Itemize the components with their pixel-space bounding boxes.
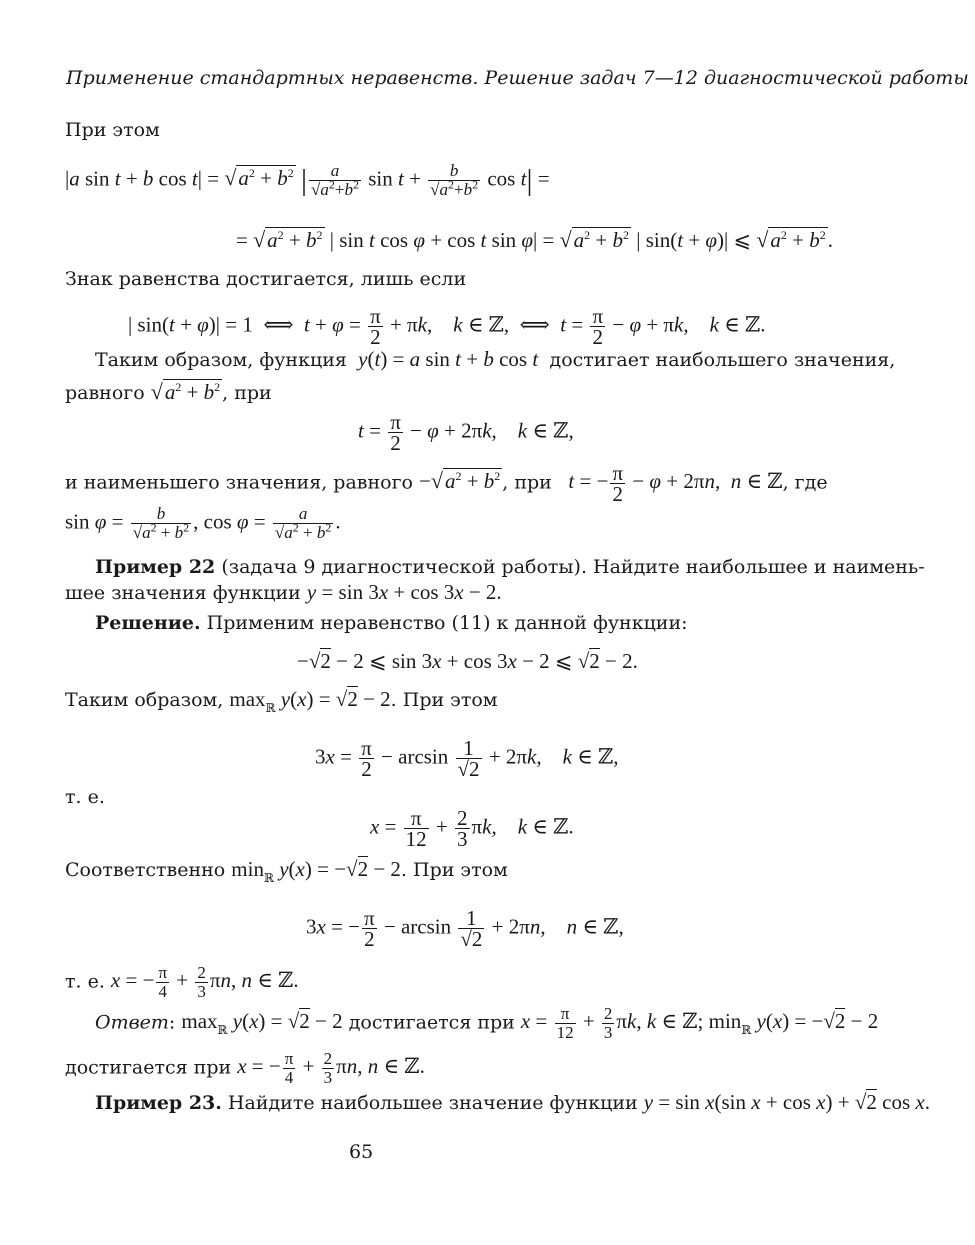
example22-label: Пример 22 bbox=[95, 556, 216, 578]
paragraph-takim-line1: Таким образом, функция y(t) = a sin t + b cos t достигает наибольшего значения, bbox=[95, 347, 896, 371]
pri-text: , при bbox=[222, 382, 272, 404]
ravnogo-text: равного bbox=[65, 382, 145, 404]
paragraph-max: Таким образом, $\max_ℝ y(x) = √2 - 2$. При этом bbox=[65, 687, 498, 715]
dostig-pri2-text: достигается при bbox=[65, 1056, 232, 1079]
gde-text: , где bbox=[782, 471, 828, 494]
page-number: 65 bbox=[349, 1141, 374, 1163]
formula-sin-cos-phi: sin φ = $\frac{b}{√a^2 + b^2}$ , cos φ = $\frac{a}{√a^2 + b^2}$ . bbox=[65, 504, 341, 542]
takim-text: Таким образом, функция bbox=[95, 349, 347, 371]
formula-equality-condition: | sin(t + φ)| = 1 ⟺ t + φ = $\frac{\pi}{2}$ + πk, k ∈ ℤ, ⟺ t = $\frac{\pi}{2}$ − φ + πk, k ∈ ℤ. bbox=[128, 304, 766, 349]
running-header: Применение стандартных неравенств. Решение задач 7—12 диагностической работы bbox=[66, 67, 969, 89]
naimen-text: и наименьшего значения, равного bbox=[65, 471, 413, 494]
solution-text: Применим неравенство (11) к данной функции: bbox=[206, 612, 688, 634]
formula-x-max: x = $\frac{\pi}{12}$ + $\frac{2}{3}$ πk, k ∈ ℤ. bbox=[370, 806, 574, 851]
paragraph-naimen-line1: и наименьшего значения, равного $-√a^2 + b^2$ , при t = − $\frac{\pi}{2}$ − φ + 2πn, n ∈ ℤ, где bbox=[65, 461, 828, 506]
example22-line1 bbox=[95, 555, 925, 579]
pri-etom3-text: . При этом bbox=[400, 859, 508, 881]
formula-inequality: −√2 − 2 ⩽ sin 3x + cos 3x − 2 ⩽ √2 − 2. bbox=[297, 649, 638, 673]
example23-line: Пример 23. Найдите наибольшее значение функции y = sin x(sin x + cos x) + √2 cos x. bbox=[95, 1090, 930, 1114]
paragraph-min: Соответственно $\min_ℝ y(x) = -√2 - 2$. При этом bbox=[65, 857, 508, 885]
formula-3x-min: 3x = − $\frac{\pi}{2}$ − arcsin $\frac{1}{√2}$ + 2πn, n ∈ ℤ, bbox=[306, 906, 624, 951]
paragraph-znak: Знак равенства достигается, лишь если bbox=[65, 268, 467, 290]
te2-text: т. е. bbox=[65, 970, 105, 993]
solution-label: Решение. bbox=[95, 612, 201, 634]
paragraph-pri-etom: При этом bbox=[65, 119, 160, 141]
takim2-text: Таким образом, bbox=[65, 689, 224, 711]
example22-line2: шее значения функции y = sin 3x + cos 3x − 2. bbox=[65, 580, 502, 604]
example22-paren: (задача 9 диагностической работы). bbox=[221, 556, 587, 578]
formula-3x-max: 3x = $\frac{\pi}{2}$ − arcsin $\frac{1}{√2}$ + 2πk, k ∈ ℤ, bbox=[315, 736, 619, 781]
answer-line1: Ответ: $\max_ℝ y(x) = √2 - 2$ достигается при x = $\frac{\pi}{12}$ + $\frac{2}{3}$ πk, k ∈ ℤ; $\min_ℝ y(x) = -√2 - 2$ bbox=[95, 1004, 879, 1042]
paragraph-x-min: т. е. x = − $\frac{\pi}{4}$ + $\frac{2}{3}$ πn, n ∈ ℤ. bbox=[65, 963, 299, 1001]
paragraph-takim-line2: равного $√a^2 + b^2$ , при bbox=[65, 379, 272, 404]
te1-text: т. е. bbox=[65, 786, 105, 808]
example22-task: Найдите наибольшее и наимень- bbox=[593, 556, 925, 578]
formula-sin-sum: = $√a^2 + b^2$ | sin t cos φ + cos t $\sin \varphi| = √a^2 + b^2$ | sin(t + φ)| ⩽ $√a^2 + b^2$. bbox=[236, 227, 834, 252]
dostig-pri-text: достигается при bbox=[348, 1011, 515, 1034]
example23-label: Пример 23. bbox=[95, 1092, 222, 1114]
formula-t-max: t = $\frac{\pi}{2}$ − φ + 2πk, k ∈ ℤ, bbox=[358, 410, 574, 455]
dostigaet-text: достигает наибольшего значения, bbox=[549, 349, 896, 371]
example23-text: Найдите наибольшее значение функции bbox=[227, 1092, 638, 1114]
solution-line bbox=[95, 611, 688, 635]
pri-etom2-text: . При этом bbox=[390, 689, 498, 711]
formula-abs-sum: |a sin t + b $\cos t| = √a^2 + b^2$ | $\frac{a}{√a^2+b^2}$ sin t + $\frac{b}{√a^2+b^2}$ cos t| = bbox=[65, 161, 550, 199]
answer-label: Ответ bbox=[95, 1011, 169, 1034]
sootv-text: Соответственно bbox=[65, 859, 226, 881]
example22-task2: шее значения функции bbox=[65, 582, 301, 604]
pri2-text: , при bbox=[502, 471, 552, 494]
answer-line2: достигается при x = − $\frac{\pi}{4}$ + $\frac{2}{3}$ πn, n ∈ ℤ. bbox=[65, 1049, 425, 1087]
